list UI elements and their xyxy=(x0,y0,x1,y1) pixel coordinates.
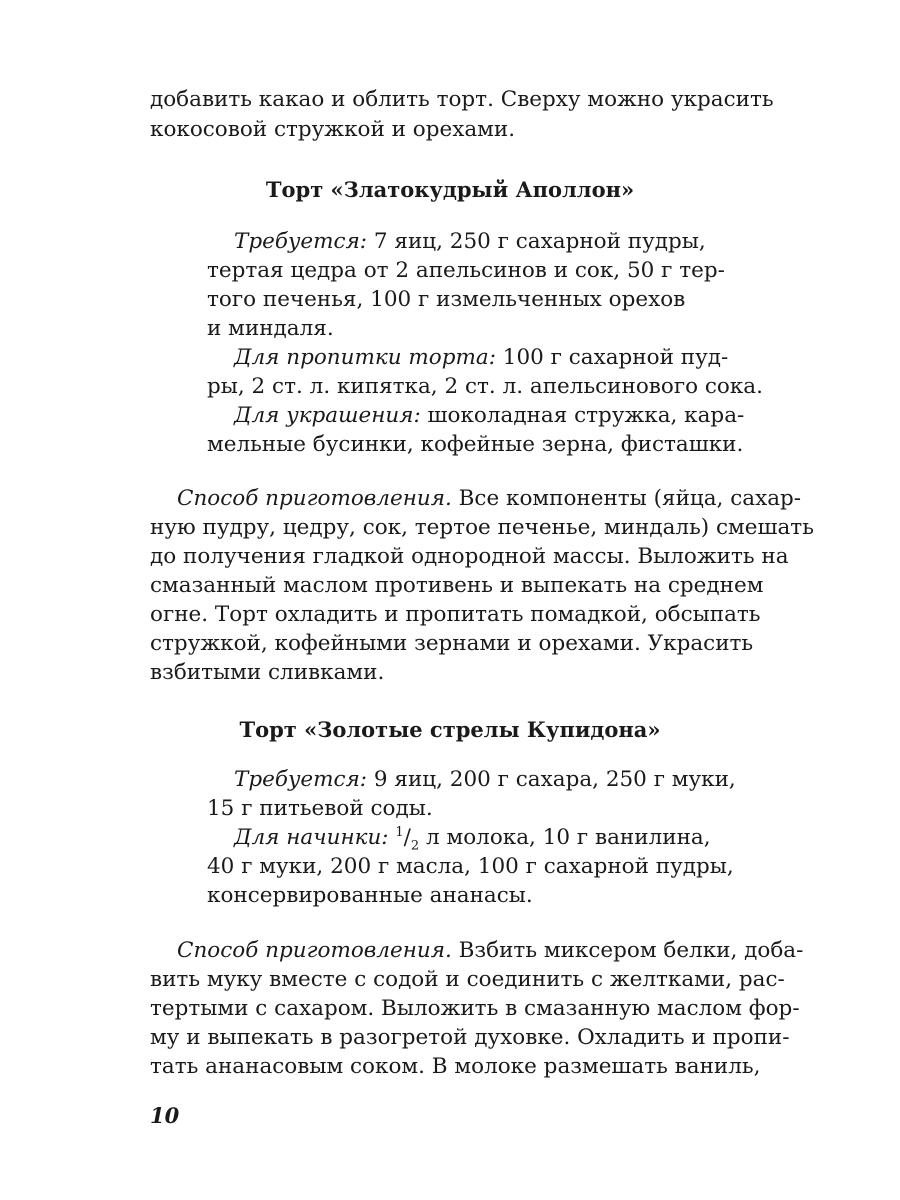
recipe1-soak-line-2: ры, 2 ст. л. кипятка, 2 ст. л. апельсинового сока. xyxy=(207,374,763,399)
recipe2-method-line-1 xyxy=(150,937,804,965)
recipe1-decor-label: Для украшения: xyxy=(234,403,421,428)
recipe1-required-line-3: того печенья, 100 г измельченных орехов xyxy=(207,287,686,312)
recipe2-method-text-1: Взбить миксером белки, доба- xyxy=(451,938,804,963)
recipe2-required-text-1: 9 яиц, 200 г сахара, 250 г муки, xyxy=(367,767,736,792)
recipe1-method-text-1: Все компоненты (яйца, сахар- xyxy=(451,486,802,511)
recipe1-method-line-4: смазанный маслом противень и выпекать на среднем xyxy=(150,573,764,598)
fraction-denominator: 2 xyxy=(410,838,420,854)
recipe1-method-line-7: взбитыми сливками. xyxy=(150,660,385,685)
fraction-one-half: $^1/_2$ xyxy=(395,824,420,854)
recipe1-required-label: Требуется: xyxy=(234,229,368,254)
recipe1-required-line-4: и миндаля. xyxy=(207,316,334,341)
fraction-numerator: 1 xyxy=(395,824,404,840)
recipe2-filling-label: Для начинки: xyxy=(234,825,389,850)
recipe1-decor-line-1 xyxy=(207,402,745,430)
recipe2-required-line-1 xyxy=(207,766,736,794)
recipe1-required-line-1 xyxy=(207,228,706,256)
recipe1-decor-text-1: шоколадная стружка, кара- xyxy=(420,403,745,428)
recipe1-soak-label: Для пропитки торта: xyxy=(234,345,496,370)
recipe2-title: Торт «Золотые стрелы Купидона» xyxy=(239,717,661,742)
recipe2-required-line-2: 15 г питьевой соды. xyxy=(207,796,433,821)
recipe1-decor-line-2: мельные бусинки, кофейные зерна, фисташки. xyxy=(207,432,744,457)
recipe2-required-label: Требуется: xyxy=(234,767,368,792)
recipe2-method-line-4: му и выпекать в разогретой духовке. Охладить и пропи- xyxy=(150,1025,790,1050)
recipe1-method-line-2: ную пудру, цедру, сок, тертое печенье, миндаль) смешать xyxy=(150,515,814,540)
recipe2-filling-line-2: 40 г муки, 200 г масла, 100 г сахарной пудры, xyxy=(207,854,734,879)
recipe2-filling-text-1: л молока, 10 г ванилина, xyxy=(419,825,711,850)
recipe1-method-line-3: до получения гладкой однородной массы. Выложить на xyxy=(150,544,789,569)
intro-line-2: кокосовой стружкой и орехами. xyxy=(150,117,516,142)
recipe1-soak-text-1: 100 г сахарной пуд- xyxy=(495,345,729,370)
recipe2-method-line-2: вить муку вместе с содой и соединить с желтками, рас- xyxy=(150,967,785,992)
recipe1-soak-line-1 xyxy=(207,344,729,372)
recipe1-method-line-6: стружкой, кофейными зернами и орехами. Украсить xyxy=(150,631,754,656)
page-number: 10 xyxy=(150,1103,180,1128)
recipe1-method-line-5: огне. Торт охладить и пропитать помадкой, обсыпать xyxy=(150,602,761,627)
recipe2-method-label: Способ приготовления. xyxy=(177,938,452,963)
intro-line-1: добавить какао и облить торт. Сверху можно украсить xyxy=(150,87,774,112)
recipe1-required-text-1: 7 яиц, 250 г сахарной пудры, xyxy=(367,229,706,254)
recipe1-method-label: Способ приготовления. xyxy=(177,486,452,511)
recipe2-method-line-5: тать ананасовым соком. В молоке размешать ваниль, xyxy=(150,1054,761,1079)
recipe2-method-line-3: тертыми с сахаром. Выложить в смазанную маслом фор- xyxy=(150,996,800,1021)
recipe1-method-line-1 xyxy=(150,485,802,513)
recipe1-required-line-2: тертая цедра от 2 апельсинов и сок, 50 г тер- xyxy=(207,258,725,283)
recipe2-filling-line-3: консервированные ананасы. xyxy=(207,883,533,908)
recipe1-title: Торт «Златокудрый Аполлон» xyxy=(265,177,635,202)
recipe2-filling-line-1 xyxy=(207,824,711,854)
